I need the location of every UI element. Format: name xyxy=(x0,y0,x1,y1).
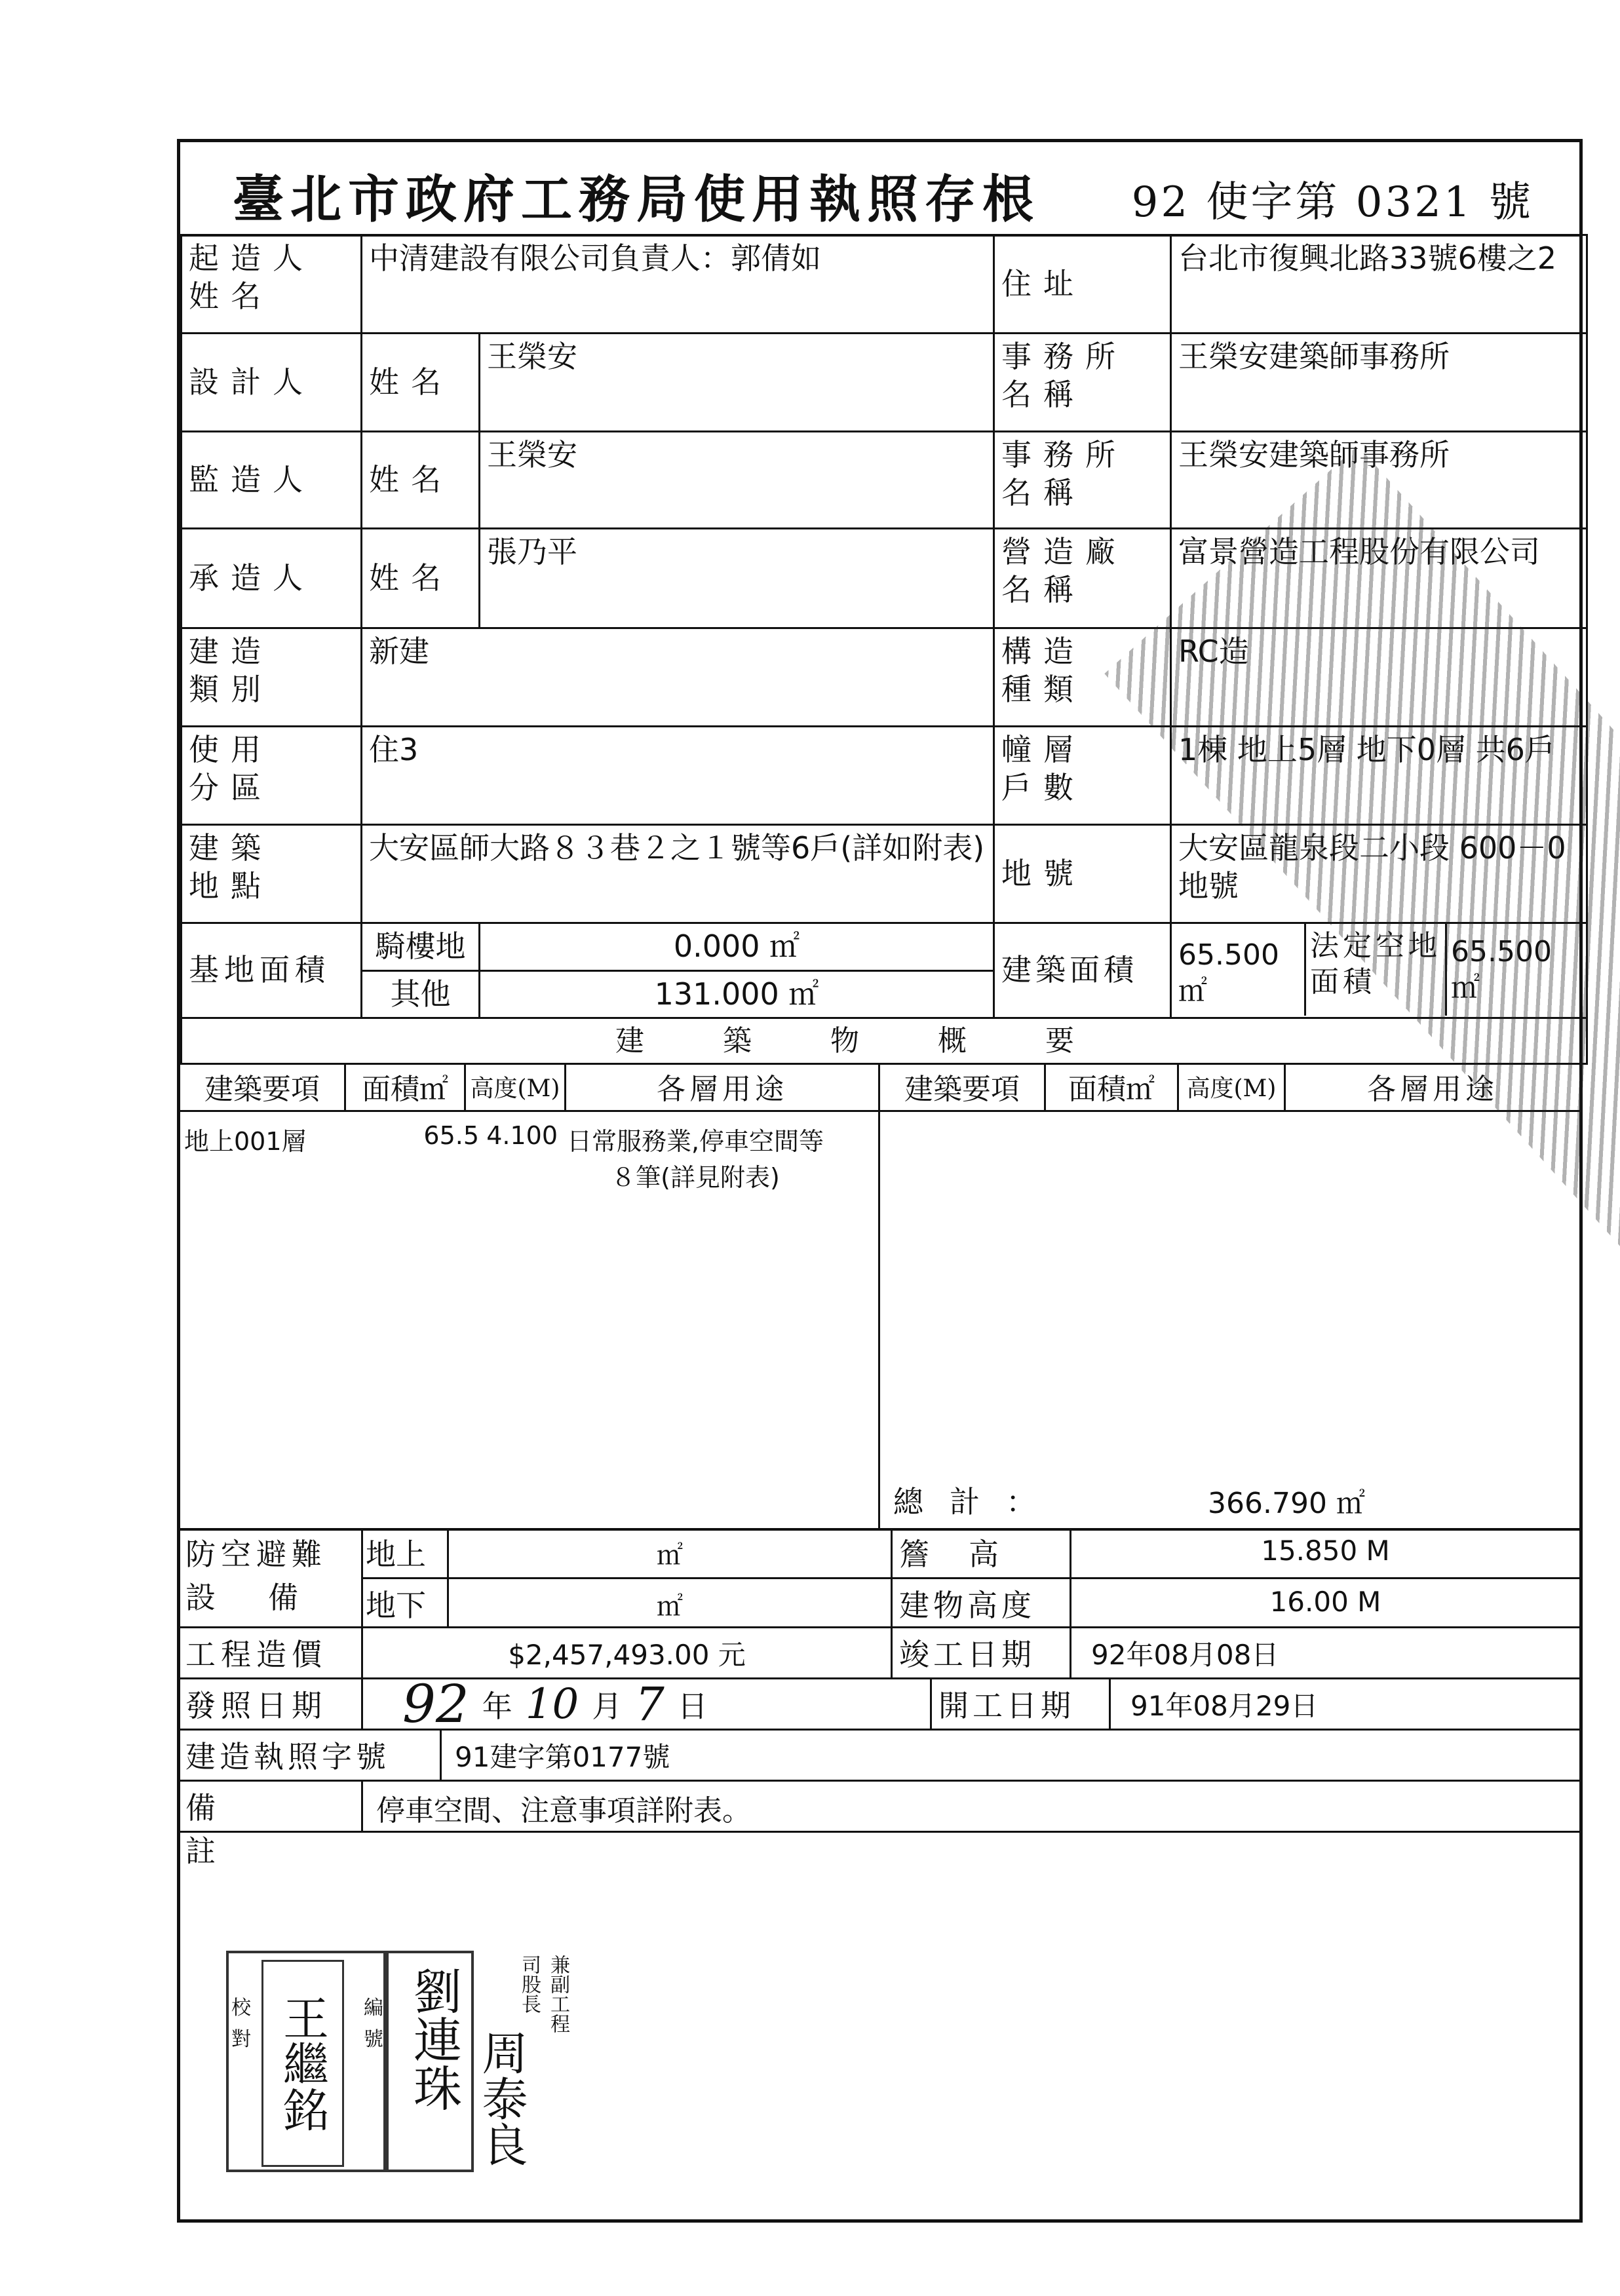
note-label: 備註 xyxy=(180,1782,363,1831)
build-type-value: 新建 xyxy=(362,628,994,727)
summary-heading: 建築物概要 xyxy=(182,1018,1587,1064)
bheight-value: 16.00 M xyxy=(1269,1586,1381,1618)
issue-date xyxy=(363,1674,932,1734)
structure-label: 構造 xyxy=(1001,634,1085,669)
above-unit: ㎡ xyxy=(657,1540,683,1571)
arcade-value: 0.000 xyxy=(673,928,760,964)
shelter-label xyxy=(180,1528,363,1626)
row1-item: 地上001層 xyxy=(184,1127,307,1156)
zone-value: 住3 xyxy=(362,727,994,825)
col-item: 建築要項 xyxy=(180,1063,346,1110)
page-title: 臺北市政府工務局使用執照存根 xyxy=(233,170,1041,229)
office-label: 事務所 xyxy=(1001,437,1127,472)
officer-stamp xyxy=(383,1951,474,2172)
shelter-label-1: 防空避難 xyxy=(185,1537,327,1572)
shelter-label-2: 設備 xyxy=(185,1580,351,1615)
summary-row xyxy=(180,1112,878,1193)
legal-area-label: 法定空地面積 xyxy=(1306,924,1447,1016)
bheight-label: 建物高度 xyxy=(893,1579,1071,1626)
chief-title: 兼副工程司股長 xyxy=(518,1955,569,2033)
title-row xyxy=(180,142,1579,237)
issue-month: 10 xyxy=(525,1679,579,1729)
chief-stamp xyxy=(469,1951,569,2167)
note-row xyxy=(180,1782,1579,1869)
complete-value: 92年08月08日 xyxy=(1091,1639,1279,1671)
address-value: 台北市復興北路33號6樓之2 xyxy=(1171,235,1587,334)
row1-use: 日常服務業,停車空間等８筆(詳見附表) xyxy=(566,1127,824,1192)
day-label: 日 xyxy=(677,1688,708,1724)
building-area-value: 65.500 ㎡ xyxy=(1172,924,1306,1016)
summary-right xyxy=(880,1063,1579,1528)
site-value: 大安區師大路８３巷２之１號等6戶(詳如附表) xyxy=(362,825,994,923)
build-type-label-2: 類別 xyxy=(189,671,273,707)
arcade-unit: ㎡ xyxy=(769,928,800,964)
supervisor-office: 王榮安建築師事務所 xyxy=(1171,432,1587,529)
chief-name: 周泰良 xyxy=(474,2029,528,2167)
year-label: 年 xyxy=(482,1688,512,1724)
note-value: 停車空間、注意事項詳附表。 xyxy=(376,1794,751,1827)
issue-row xyxy=(180,1674,1579,1734)
units-label: 幢層 xyxy=(1001,732,1085,767)
summary-left xyxy=(180,1063,880,1528)
arcade-label: 騎樓地 xyxy=(362,923,480,971)
col-area-right: 面積㎡ xyxy=(1046,1063,1179,1110)
col-item-right: 建築要項 xyxy=(880,1063,1046,1110)
supervisor-name: 王榮安 xyxy=(480,432,994,529)
contractor-name-label: 姓名 xyxy=(362,529,480,628)
building-area-label: 建築面積 xyxy=(994,923,1171,1018)
factory-label-2: 名稱 xyxy=(1001,571,1085,607)
eaves-value: 15.850 M xyxy=(1261,1535,1390,1567)
other-label: 其他 xyxy=(362,970,480,1018)
site-label: 建築 xyxy=(189,830,273,866)
complete-label: 竣工日期 xyxy=(893,1628,1071,1677)
base-area-label: 基地面積 xyxy=(182,923,362,1018)
supervisor-label: 監造人 xyxy=(182,432,362,529)
shelter-row xyxy=(180,1528,1579,1628)
check-label: 校對 xyxy=(231,1997,251,2051)
total-label: 總計： xyxy=(893,1484,1062,1520)
designer-name: 王榮安 xyxy=(480,334,994,432)
col-height: 高度(M) xyxy=(466,1063,566,1110)
structure-label-2: 種類 xyxy=(1001,671,1085,707)
above-label: 地上 xyxy=(363,1528,449,1577)
cost-value: $2,457,493.00 元 xyxy=(363,1628,893,1677)
start-value: 91年08月29日 xyxy=(1130,1690,1319,1722)
build-type-label: 建造 xyxy=(189,634,273,669)
designer-name-label: 姓名 xyxy=(362,334,480,432)
issue-year: 92 xyxy=(402,1674,469,1734)
office-label: 事務所 xyxy=(1001,339,1127,374)
contractor-factory: 富景營造工程股份有限公司 xyxy=(1171,529,1587,628)
cost-row xyxy=(180,1628,1579,1679)
designer-office: 王榮安建築師事務所 xyxy=(1171,334,1587,432)
summary-header-left xyxy=(180,1063,878,1112)
applicant-row xyxy=(182,235,1587,334)
permit-label: 建造執照字號 xyxy=(180,1731,442,1780)
applicant-label: 起造人 xyxy=(189,240,315,276)
row1-height: 4.100 xyxy=(486,1121,558,1150)
row1-area: 65.5 xyxy=(423,1121,479,1150)
permit-form xyxy=(177,139,1583,2223)
lot-label: 地號 xyxy=(994,825,1171,923)
site-label-2: 地點 xyxy=(189,868,273,904)
permit-row xyxy=(180,1731,1579,1782)
other-value: 131.000 xyxy=(654,976,779,1012)
cost-label: 工程造價 xyxy=(180,1628,363,1677)
signature-stamps xyxy=(226,1951,567,2167)
col-use: 各層用途 xyxy=(657,1073,788,1106)
office-label-2: 名稱 xyxy=(1001,474,1085,510)
designer-label: 設計人 xyxy=(182,334,362,432)
checker-stamp xyxy=(226,1951,389,2172)
issue-label: 發照日期 xyxy=(180,1679,363,1729)
units-value: 1棟 地上5層 地下0層 共6戶 xyxy=(1171,727,1587,825)
shelter-values xyxy=(363,1528,893,1626)
eaves-label: 簷高 xyxy=(893,1528,1071,1577)
below-label: 地下 xyxy=(363,1579,449,1626)
contractor-name: 張乃平 xyxy=(480,529,994,628)
summary-section xyxy=(180,1063,1579,1531)
office-label-2: 名稱 xyxy=(1001,376,1085,412)
supervisor-name-label: 姓名 xyxy=(362,432,480,529)
issue-day: 7 xyxy=(635,1677,665,1731)
lot-value: 大安區龍泉段二小段 600－0地號 xyxy=(1171,825,1587,923)
structure-value: RC造 xyxy=(1171,628,1587,727)
factory-label: 營造廠 xyxy=(1001,534,1127,569)
height-values xyxy=(893,1528,1579,1626)
applicant-label-2: 姓名 xyxy=(189,278,273,314)
address-label: 住址 xyxy=(994,235,1171,334)
col-use-right: 各層用途 xyxy=(1367,1073,1498,1106)
permit-number: 92 使字第 0321 號 xyxy=(1131,178,1533,227)
checker-name: 王繼銘 xyxy=(261,1960,344,2167)
below-unit: ㎡ xyxy=(657,1592,683,1622)
legal-area-value: 65.500 ㎡ xyxy=(1451,935,1552,1004)
other-unit: ㎡ xyxy=(788,976,819,1012)
summary-heading-row xyxy=(182,1018,1587,1064)
contractor-label: 承造人 xyxy=(182,529,362,628)
start-label: 開工日期 xyxy=(932,1679,1111,1729)
number-label: 編號 xyxy=(364,1997,383,2051)
applicant-value: 中清建設有限公司負責人：郭倩如 xyxy=(362,235,994,334)
officer-name: 劉連珠 xyxy=(406,1966,462,2112)
designer-row xyxy=(182,334,1587,432)
month-label: 月 xyxy=(592,1688,623,1724)
zone-label: 使用 xyxy=(189,732,273,767)
total-value: 366.790 ㎡ xyxy=(1208,1487,1365,1520)
permit-value: 91建字第0177號 xyxy=(455,1741,670,1773)
zone-label-2: 分區 xyxy=(189,769,273,805)
units-label-2: 戶數 xyxy=(1001,769,1085,805)
col-area: 面積㎡ xyxy=(346,1063,466,1110)
bottom-section xyxy=(180,1528,1579,1869)
col-height-right: 高度(M) xyxy=(1179,1063,1286,1110)
